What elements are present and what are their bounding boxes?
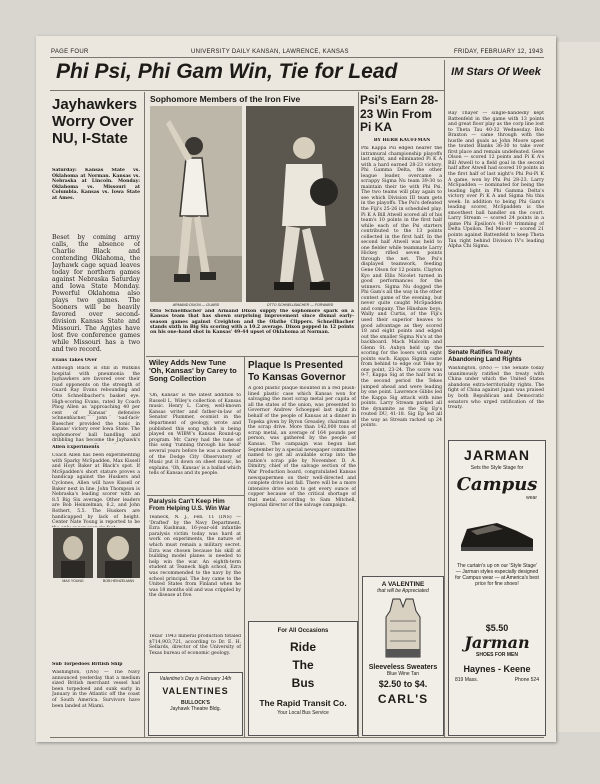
transit-ad-line1: For All Occasions bbox=[277, 628, 329, 634]
photo-caption-young: MAX YOUNG bbox=[62, 579, 84, 583]
jarman-ad-line6: Haynes - Keene bbox=[463, 664, 531, 674]
plaque-body: A gold plastic plaque mounted in a red plush-lined plastic case which Kansas won for salvaging the most scrap metal per capita of all the states of the union, was presented to Governor Andrew Schoeppel last night in behalf of the people of Kansas at a dinner in Topeka given by Byron Greasley, chairman of the scrap drive. More than 142,000 tons of scrap metal, an average of 164 pounds per person, was gathered by the people of Kansas. The campaign was begun last September by a special newspaper committee named to get all available scrap into the nation's scrap pile by November. D. A. Dimitry, chief of the salvage section of the War Production board, congratulated Kansas newspapermen on their well-directed and complete drive last fall. There will be a more intensive drive soon to get every ounce of copper because of the critical shortage of that metal, according to Sam Mitchell, regional director of the salvage campaign. bbox=[248, 386, 356, 509]
texas-item: Texas' 1943 mineral production totaled $714,903,721, according to Dr. E. H. Sellards, director of the University of Texas bureau of economic geology. bbox=[149, 634, 241, 656]
valentines-ad-line4: Jayhawk Theatre Bldg. bbox=[170, 706, 221, 712]
player-photo-young bbox=[53, 528, 93, 578]
photo-caption-heinzelman: BOB HEINZELMAN bbox=[103, 579, 134, 583]
jarman-ad-address: 819 Mass. bbox=[455, 677, 479, 683]
sweater-ad bbox=[362, 576, 444, 736]
page-label: PAGE FOUR bbox=[51, 49, 89, 55]
transit-ad bbox=[248, 621, 358, 736]
valentines-ad-line1: Valentine's Day is February 14th bbox=[159, 676, 232, 682]
transit-ad-line2: Ride bbox=[289, 640, 316, 654]
jarman-ad-line3: wear bbox=[526, 495, 537, 501]
jayhawk-subhead-allen: Allen Experiments bbox=[52, 445, 100, 450]
jayhawk-body4-cont bbox=[52, 586, 140, 652]
polio-headline: Paralysis Can't Keep Him From Helping U.S. Win War bbox=[149, 498, 231, 512]
transit-ad-line3: The bbox=[292, 658, 314, 672]
polio-body: Teaneck, N. J., Feb. 11 (INS) — 'Drafted' by the Navy Department, Ezra Kushman, 16-year-old infantile paralysis victim today was hard at work on experiments, the nature of which must remain a military secret. Ezra was chosen because his skill at building model planes is needed to help win the war. An eighth-term student at Teaneck high school, Ezra was recommended to the navy by the school principal. The boy came to the United States from Finland when he was 18 months old and was crippled by the disease at five. bbox=[149, 515, 241, 599]
player-photo-young-graphic bbox=[53, 528, 93, 578]
sweater-ad-line1: A VALENTINE bbox=[381, 581, 425, 588]
jarman-ad bbox=[448, 440, 546, 736]
shoe-illustration bbox=[457, 503, 537, 555]
photo-dixon-graphic bbox=[150, 106, 242, 302]
wiley-headline: Wiley Adds New Tune 'Oh, Kansas' by Carey to Song Collection bbox=[149, 358, 237, 384]
caption-dixon: ARMAND DIXON — GUARD bbox=[172, 303, 220, 307]
jarman-brand-script: Jarman bbox=[464, 633, 530, 652]
player-photo-heinzelman bbox=[97, 528, 140, 578]
wiley-body: 'Oh, Kansas' is the latest addition to Russell L. Wiley's collection of Kansas music. Henry L. Carey, well-known Kansas writer and father-in-law of Senator Plummer, ecomist in the department of geology, wrote and published this song which is being played on WIBW's Kansas Round-up program. Mr. Carey had the tune of this song 'running through his head' several years before he was a member of the Dodge City Observatory of Music put it down on sheet music, he explains. 'Oh, Kansas' is a ballad which tells of Kansas and its people. bbox=[149, 393, 241, 477]
senate-body: Washington, (INS) — The Senate today unanimously ratified the treaty with China under which the United States abandons extra-territoriality rights. The fight of China against Japan was praised by both Republican and Democratic senators who urged ratification of the treaty. bbox=[448, 366, 544, 411]
photo-schnellbacher-graphic bbox=[246, 106, 354, 302]
jayhawk-subhead-sub: Sub Torpedoes British Ship bbox=[52, 662, 123, 667]
sweater-ad-line3: Sleeveless Sweaters bbox=[368, 664, 438, 671]
jarman-brand: JARMAN bbox=[464, 447, 530, 463]
sophomore-cutline: Otto Schnellbacher and Armand Dixon supply the sophomore spark on a Kansas team that has shown surprising improvement since dismal early-season games against Creighton and the Olathe Clippers. Schnellbacher stands sixth in Big Six scoring with a 10.2 average. Dixon popped in 12 points on his one-hand shot in Kansas' 49-44 upset of Oklahoma at Norman. bbox=[150, 309, 354, 336]
jayhawk-body4: Coach Allen has been experimenting with Sparky McSpadden, Max Kissell and Hoyt Baker at Black's spot. If McSpadden's short stature proves a handicap against the Huskers and Cyclones, Allen will have Kissell or Baker next in line. John Thompson is Nebraska's leading scorer with an 8.5 Big Six average. Other leaders are Bob Heinzelman, 6.2, and John Rothert, 5.5. The Huskers are handicapped by lack of height. Center Nate Young is reported to be bbox=[52, 453, 140, 526]
imstars-body: Ray Thayer — single-handedly kept Battenfeld in the game with 13 points and great floor play as the corp line lost to Theta Tau 40-32 Wednesday. Bob Braxton — came through with the hustle and goals as John Moore upset the touted Blanks 36-30 to take over first place and remain undefeated. Gene Olson — scored 12 points and Pi K A's Bill Atwell to a field goal in the second half after Atwell had scored 10 points in the first half of last night's Phi Psi-Pi K A game, won by Phi Psi 28-23. Larry McSpadden — nominated for being the leading light in Phi Gamma Delta's victory over Pi K A and Sigma Nu this week. In addition to being Phi Gam's leading scorer, McSpadden is the smoothest ball handler on the court. Larry Stream — scored 24 points in a game Phi Epsilon's 41-18 trimming of Delta Upsilon. Ted Moser — scored 21 points against Battenfeld to keep Theta Tau right behind Division IV's leading Alpha Chi Sigma. bbox=[448, 111, 544, 250]
psi-headline: Psi's Earn 28-23 Win From Pi KA bbox=[360, 93, 439, 134]
transit-ad-line6: Your Local Bus Service bbox=[277, 710, 329, 716]
sweater-illustration bbox=[380, 597, 426, 659]
paper-name: UNIVERSITY DAILY KANSAN, LAWRENCE, KANSAS bbox=[191, 49, 349, 55]
jarman-ad-line5: SHOES FOR MEN bbox=[476, 652, 518, 658]
valentines-ad-line2: VALENTINES bbox=[162, 686, 229, 696]
jarman-price: $5.50 bbox=[485, 623, 509, 633]
transit-ad-line4: Bus bbox=[291, 676, 315, 690]
imstars-headline: IM Stars Of Week bbox=[451, 66, 541, 78]
valentines-ad bbox=[148, 672, 243, 736]
jayhawk-body3: Schnellbacher, John 'Sad-face' Buescher provided the tonic in Kansas' victory over Iowa State. The sophomores' ball handling and dribbling has become the Jayhawk's bbox=[52, 416, 140, 444]
sophomore-title: Sophomore Members of the Iron Five bbox=[150, 94, 301, 104]
sweater-ad-line5: $2.50 to $4. bbox=[378, 679, 428, 689]
senate-headline: Senate Ratifies Treaty Abandoning Land Rights bbox=[448, 349, 522, 363]
newspaper-page bbox=[36, 36, 556, 742]
psi-byline: BY HERB KAUFFMAN bbox=[373, 138, 431, 143]
sweater-ad-line4: Blue Wine Tan bbox=[386, 671, 420, 677]
psi-body: Phi Kappa Psi edged nearer the intramural championship playoffs last night, and eliminated Pi K A with a hard earned 28-23 victory. Phi Gamma Delta, the other league leader, overcame a scrappy Sigma Nu team 39-30 to maintain their tie with Phi Psi. The two teams will play again to see which Division III team gets in the playoffs. The Psi's defeated the Fiji's 25-26 in scheduled play. Pi K A Bill Atwell scored all of his team's 10 points in the first half while each of the Psi starters contributed to the 13 points collected in the first half. In the second half Atwell was held to one fielder while teammate Larry Hickey rifled seven points through the net. The Psi's displayed teamwork, feeding Gene Olson for 12 points. Clayton Kyo and Ellis Nicolet turned in good performances for the winners. Sigma Nu dogged the Phi Gam's all the way in the other contest game of the evening, but never quite caught McSpadden and company. The Hinshaw boys, Wally and Curtis, of the Fiji's used their superior heaves to good advantage as they scored 18 and eight points and edged out the smaller Sigma Nu's at the backboard. Mack Malcolm and Glenn St. Aubyn held up the scoring for the losers with eight points each. Kappa Sigma came from behind to edge out Teke by one point, 23-24. The score was 9-7, Kappa Sig at the half but in the second period the Tekes jumped ahead and were leading by one point. Lawrence Gibbs led the Kappa Sig attack with nine points. Larry Stream parked all the dynamite as the Sig Ep's routed DU, 41-18. Sig Ep led all the way as Stream racked up 24 points. bbox=[361, 146, 442, 429]
player-photo-heinzelman-graphic bbox=[97, 528, 140, 578]
caption-schnellbacher: OTTO SCHNELLBACHER — FORWARD bbox=[266, 303, 334, 307]
valentines-ad-line3: BULLOCK'S bbox=[181, 700, 210, 706]
banner-headline: Phi Psi, Phi Gam Win, Tie for Lead bbox=[56, 60, 398, 83]
adjacent-page-edge bbox=[556, 42, 600, 732]
jayhawk-subhead-evans: Evans Takes Over bbox=[52, 358, 97, 363]
jayhawk-schedule: Saturday: Kansas State vs. Oklahoma at Norman. Kansas vs. Nebraska at Lincoln. Monday: Oklahoma vs. Missouri at Columbia. Kansas vs. Iowa State at Ames. bbox=[52, 168, 140, 201]
jarman-ad-line2: Campus bbox=[456, 474, 538, 495]
jarman-ad-line4: The curtain's up on our 'Style Stage' — Jarman styles especially designed for Campus wear — at America's best price for fine shoes! bbox=[455, 563, 539, 587]
plaque-headline: Plaque Is Presented To Kansas Governor bbox=[248, 360, 346, 383]
transit-ad-line5: The Rapid Transit Co. bbox=[259, 698, 347, 708]
issue-date: FRIDAY, FEBRUARY 12, 1943 bbox=[454, 49, 544, 55]
jarman-ad-line1: Sets the Style Stage for bbox=[470, 465, 524, 471]
sweater-ad-line6: CARL'S bbox=[377, 692, 429, 706]
sweater-ad-line2: that will be Appreciated bbox=[377, 588, 429, 594]
jayhawk-body5: Washington, (INS) — The Navy announced yesterday that a medium sized British merchant vessel had been torpedoed and sunk early in January in the Atlantic off the coast of South America. Survivors have been landed at Miami. bbox=[52, 670, 140, 709]
photo-schnellbacher bbox=[246, 106, 354, 302]
jayhawk-body2: Although Black is still in Watkins hospital with pneumonia the Jayhawkers are favored over their road opponents on the strength of Guard Ray Evans rebounding and Otto Schnellbacher's basket eye. High-scoring Evans, rated by Coach Phog Allen as 'approaching 40 per cent of Kansas' defensive bbox=[52, 366, 140, 416]
photo-dixon bbox=[150, 106, 242, 302]
jayhawk-body: Beset by coming army calls, the absence of Charlie Black and contending Oklahoma, the Jayhawk cage squad leaves today for northern games against Nebraska Saturday and Iowa State Monday. Powerful Oklahoma also plays two games. The Sooners will be heavily favored over second-division Kansas State and Missouri. The Aggies have lost five conference games while Missouri has a two and two record. bbox=[52, 234, 140, 353]
jarman-ad-phone: Phone 524 bbox=[514, 677, 539, 683]
jayhawk-headline: Jayhawkers Worry Over NU, I-State bbox=[52, 96, 138, 147]
